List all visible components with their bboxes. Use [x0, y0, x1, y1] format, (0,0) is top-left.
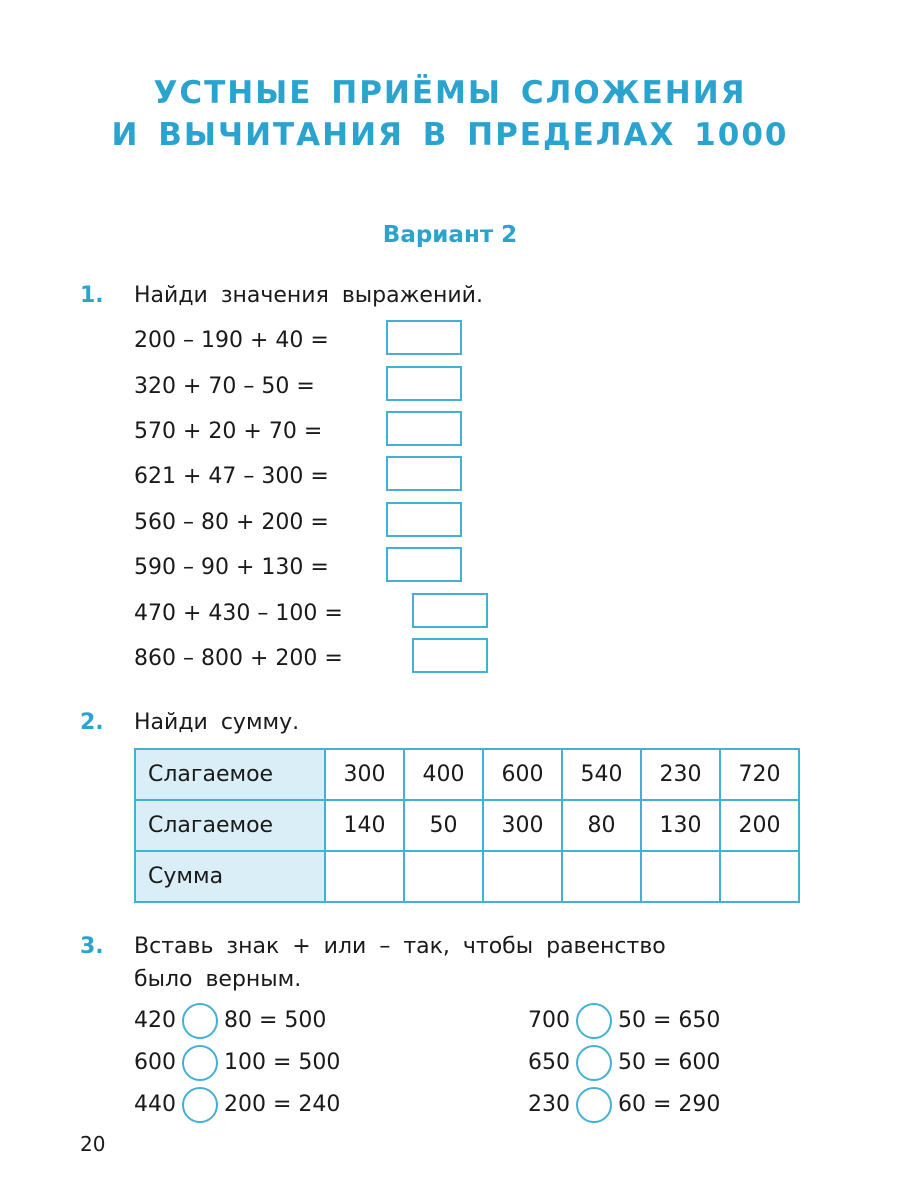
- table-cell: 300: [483, 800, 562, 851]
- expression-8: 860 – 800 + 200 =: [134, 646, 343, 671]
- sign-circle[interactable]: [182, 1003, 218, 1039]
- sum-answer-cell[interactable]: [641, 851, 720, 902]
- operand-b: 50 = 650: [618, 1008, 721, 1033]
- task-2-text: Найди сумму.: [134, 710, 300, 735]
- answer-box-3[interactable]: [386, 411, 462, 446]
- table-cell: 300: [325, 749, 404, 800]
- sign-circle[interactable]: [576, 1045, 612, 1081]
- title-line-2: И ВЫЧИТАНИЯ В ПРЕДЕЛАХ 1000: [111, 117, 789, 153]
- sign-circle[interactable]: [576, 1003, 612, 1039]
- equation-left-1: [134, 1001, 326, 1041]
- operand-b: 60 = 290: [618, 1092, 721, 1117]
- table-cell: 200: [720, 800, 799, 851]
- table-cell: 50: [404, 800, 483, 851]
- sign-circle[interactable]: [182, 1087, 218, 1123]
- expression-4: 621 + 47 – 300 =: [134, 464, 329, 489]
- answer-box-7[interactable]: [412, 593, 488, 628]
- table-cell: 400: [404, 749, 483, 800]
- sum-answer-cell[interactable]: [325, 851, 404, 902]
- equation-left-3: [134, 1085, 340, 1125]
- expression-7: 470 + 430 – 100 =: [134, 601, 343, 626]
- operand-a: 700: [528, 1008, 570, 1033]
- table-cell: 140: [325, 800, 404, 851]
- task-3-text-line-1: Вставь знак + или – так, чтобы равенство: [134, 934, 666, 959]
- page-number: 20: [80, 1132, 106, 1156]
- expression-6: 590 – 90 + 130 =: [134, 555, 329, 580]
- equation-right-1: [528, 1001, 720, 1041]
- sign-circle[interactable]: [576, 1087, 612, 1123]
- operand-b: 50 = 600: [618, 1050, 721, 1075]
- table-cell: 80: [562, 800, 641, 851]
- sum-answer-cell[interactable]: [483, 851, 562, 902]
- task-1-number: 1.: [80, 283, 104, 308]
- sum-table: [134, 748, 800, 903]
- table-cell: 540: [562, 749, 641, 800]
- page-title: [0, 72, 900, 156]
- answer-box-5[interactable]: [386, 502, 462, 537]
- table-cell: 720: [720, 749, 799, 800]
- operand-a: 600: [134, 1050, 176, 1075]
- expression-3: 570 + 20 + 70 =: [134, 419, 323, 444]
- answer-box-2[interactable]: [386, 366, 462, 401]
- operand-a: 440: [134, 1092, 176, 1117]
- operand-b: 80 = 500: [224, 1008, 327, 1033]
- equation-right-3: [528, 1085, 720, 1125]
- operand-a: 230: [528, 1092, 570, 1117]
- task-3-number: 3.: [80, 934, 104, 959]
- equation-left-2: [134, 1043, 340, 1083]
- sum-answer-cell[interactable]: [562, 851, 641, 902]
- operand-b: 200 = 240: [224, 1092, 341, 1117]
- sign-circle[interactable]: [182, 1045, 218, 1081]
- row-label: Сумма: [135, 851, 325, 902]
- table-cell: 230: [641, 749, 720, 800]
- task-3-text-line-2: было верным.: [134, 967, 302, 992]
- operand-a: 420: [134, 1008, 176, 1033]
- table-row: [135, 749, 799, 800]
- answer-box-8[interactable]: [412, 638, 488, 673]
- table-cell: 130: [641, 800, 720, 851]
- expression-1: 200 – 190 + 40 =: [134, 328, 329, 353]
- answer-box-1[interactable]: [386, 320, 462, 355]
- sum-answer-cell[interactable]: [720, 851, 799, 902]
- sum-answer-cell[interactable]: [404, 851, 483, 902]
- answer-box-4[interactable]: [386, 456, 462, 491]
- operand-b: 100 = 500: [224, 1050, 341, 1075]
- equation-right-2: [528, 1043, 720, 1083]
- expression-5: 560 – 80 + 200 =: [134, 510, 329, 535]
- expression-2: 320 + 70 – 50 =: [134, 374, 315, 399]
- table-cell: 600: [483, 749, 562, 800]
- table-row: [135, 851, 799, 902]
- variant-heading: Вариант 2: [382, 222, 518, 248]
- row-label: Слагаемое: [135, 749, 325, 800]
- operand-a: 650: [528, 1050, 570, 1075]
- task-1-text: Найди значения выражений.: [134, 283, 483, 308]
- row-label: Слагаемое: [135, 800, 325, 851]
- title-line-1: УСТНЫЕ ПРИЁМЫ СЛОЖЕНИЯ: [153, 75, 747, 111]
- answer-box-6[interactable]: [386, 547, 462, 582]
- table-row: [135, 800, 799, 851]
- task-2-number: 2.: [80, 710, 104, 735]
